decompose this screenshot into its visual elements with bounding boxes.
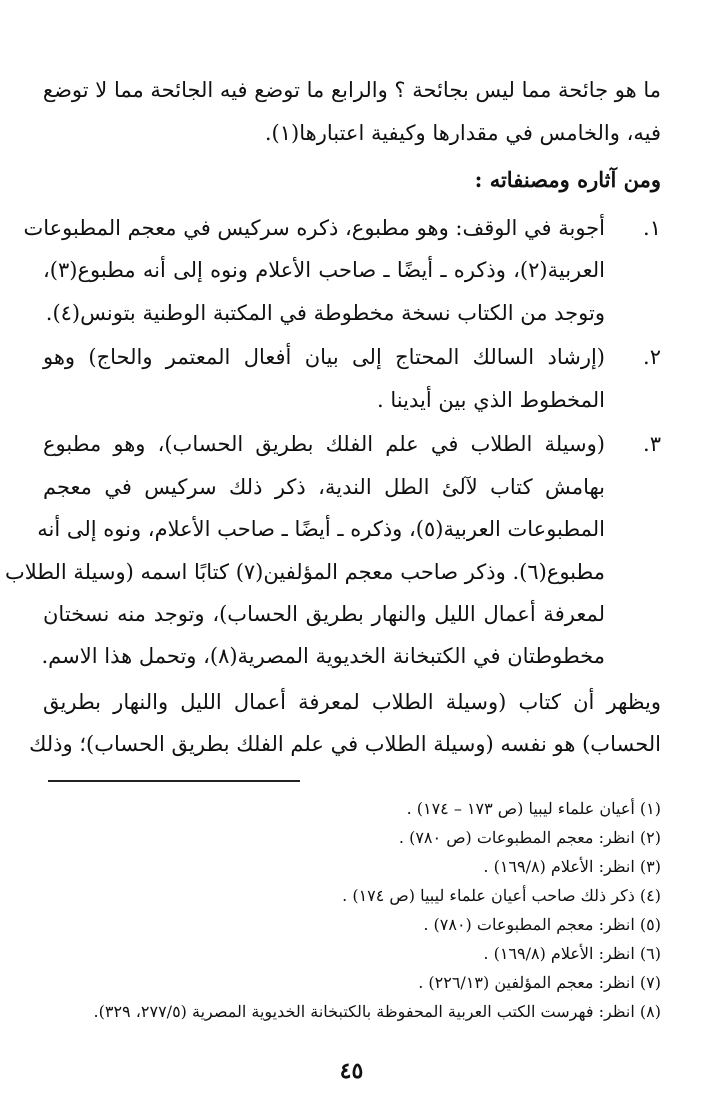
footnote: (٤) ذكر ذلك صاحب أعيان علماء ليبيا (ص ١٧٤) . [342, 886, 661, 905]
footnote: (٦) انظر: الأعلام (١٦٩/٨) . [483, 944, 661, 963]
body-line: ما هو جائحة مما ليس بجائحة ؟ والرابع ما توضع فيه الجائحة مما لا توضع [42, 78, 661, 102]
list-item-line: المطبوعات العربية(٥)، وذكره ـ أيضًا ـ صاحب الأعلام، ونوه إلى أنه [37, 517, 605, 541]
list-item-line: بهامش كتاب لآلئ الطل الندية، ذكر ذلك سركيس في معجم [43, 475, 605, 499]
list-item-line: المخطوط الذي بين أيدينا . [377, 388, 605, 412]
list-item-line: مطبوع(٦). وذكر صاحب معجم المؤلفين(٧) كتابًا اسمه (وسيلة الطلاب [4, 560, 605, 584]
list-item-number: ١. [643, 216, 661, 240]
list-item-line: العربية(٢)، وذكره ـ أيضًا ـ صاحب الأعلام ونوه إلى أنه مطبوع(٣)، [43, 258, 605, 282]
footnote: (٨) انظر: فهرست الكتب العربية المحفوظة بالكتبخانة الخديوية المصرية (٢٧٧/٥، ٣٢٩). [93, 1002, 661, 1021]
list-item-line: (إرشاد السالك المحتاج إلى بيان أفعال المعتمر والحاج) وهو [43, 345, 605, 369]
footnote: (٢) انظر: معجم المطبوعات (ص ٧٨٠) . [398, 828, 661, 847]
page-number: ٤٥ [339, 1058, 364, 1084]
section-heading: ومن آثاره ومصنفاته : [474, 167, 661, 192]
footnote: (٧) انظر: معجم المؤلفين (٢٢٦/١٣) . [418, 973, 661, 992]
list-item-number: ٣. [643, 432, 661, 456]
body-line: الحساب) هو نفسه (وسيلة الطلاب في علم الفلك بطريق الحساب)؛ وذلك [29, 732, 661, 756]
list-item-line: لمعرفة أعمال الليل والنهار بطريق الحساب)، وتوجد منه نسختان [43, 602, 605, 626]
list-item-number: ٢. [643, 345, 661, 369]
list-item-line: وتوجد من الكتاب نسخة مخطوطة في المكتبة الوطنية بتونس(٤). [45, 301, 605, 325]
body-line: ويظهر أن كتاب (وسيلة الطلاب لمعرفة أعمال الليل والنهار بطريق [43, 690, 661, 714]
list-item-line: أجوبة في الوقف: وهو مطبوع، ذكره سركيس في معجم المطبوعات [23, 216, 605, 240]
footnote: (٥) انظر: معجم المطبوعات (٧٨٠) . [423, 915, 661, 934]
footnote: (١) أعيان علماء ليبيا (ص ١٧٣ – ١٧٤) . [406, 799, 661, 818]
footnote: (٣) انظر: الأعلام (١٦٩/٨) . [483, 857, 661, 876]
footnote-separator [48, 780, 300, 782]
body-line: فيه، والخامس في مقدارها وكيفية اعتبارها(١). [264, 121, 661, 145]
list-item-line: مخطوطتان في الكتبخانة الخديوية المصرية(٨)، وتحمل هذا الاسم. [41, 644, 605, 668]
list-item-line: (وسيلة الطلاب في علم الفلك بطريق الحساب)، وهو مطبوع [43, 432, 605, 456]
